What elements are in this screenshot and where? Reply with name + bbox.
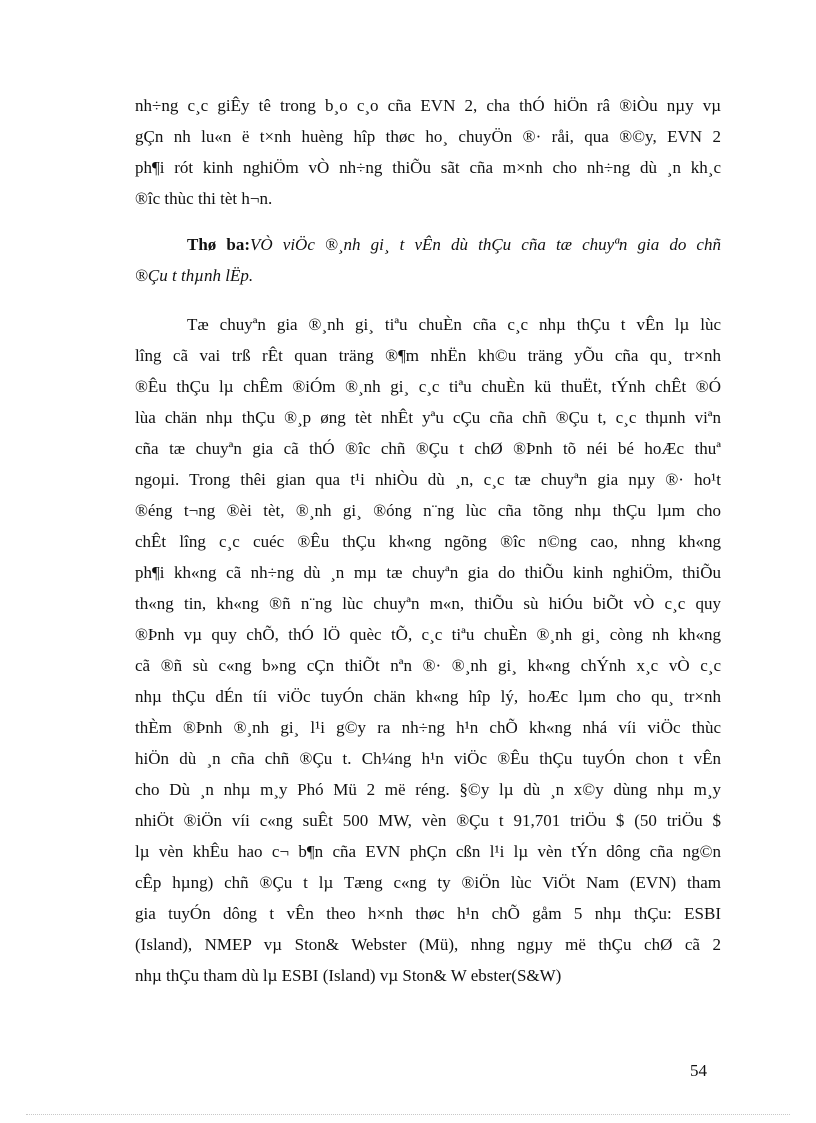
- paragraph-line: cho Dù ¸n nhµ m¸y Phó Mü 2 më réng. §©y lµ dù ¸n x©y dùng nhµ m¸y: [135, 780, 721, 799]
- paragraph-line: Tæ chuyªn gia ®¸nh gi¸ tiªu chuÈn cña c¸c nhµ thÇu t vÊn lµ lùc: [187, 315, 721, 334]
- paragraph-line: cña tæ chuyªn gia cã thÓ ®îc chñ ®Çu t chØ ®Þnh tõ néi bé hoÆc thuª: [135, 439, 721, 458]
- heading-lead: Thø ba:: [187, 235, 251, 254]
- paragraph-line: hiÖn dù ¸n cña chñ ®Çu t. Ch¼ng h¹n viÖc ®Êu thÇu tuyÓn chon t vÊn: [135, 749, 721, 768]
- paragraph-1: [135, 90, 721, 214]
- paragraph-line: ®Þnh vµ quy chÕ, thÓ lÖ quèc tÕ, c¸c tiªu chuÈn ®¸nh gi¸ còng nh kh«ng: [135, 625, 721, 644]
- paragraph-line: ®îc thùc thi tèt h¬n.: [135, 189, 273, 208]
- paragraph-line: ngoµi. Trong thêi gian qua t¹i nhiÒu dù ¸n, c¸c tæ chuyªn gia nµy ®· ho¹t: [135, 470, 721, 489]
- paragraph-line: gia tuyÓn dông t vÊn theo h×nh thøc h¹n chÕ gåm 5 nhµ thÇu: ESBI: [135, 904, 721, 923]
- paragraph-line: nhµ thÇu tham dù lµ ESBI (Island) vµ Ston& W ebster(S&W): [135, 966, 562, 985]
- paragraph-line: gÇn nh lu«n ë t×nh huèng hîp thøc ho¸ chuyÖn ®· råi, qua ®©y, EVN 2: [135, 127, 721, 146]
- paragraph-line: ph¶i kh«ng cã nh÷ng dù ¸n mµ tæ chuyªn gia do thiÕu kinh nghiÖm, thiÕu: [135, 563, 721, 582]
- page-bottom-divider: [26, 1114, 790, 1115]
- paragraph-line: cÊp hµng) chñ ®Çu t lµ Tæng c«ng ty ®iÖn lùc ViÖt Nam (EVN) tham: [135, 873, 721, 892]
- heading-text: VÒ viÖc ®¸nh gi¸ t vÊn dù thÇu cña tæ chuyªn gia do chñ: [250, 235, 721, 254]
- paragraph-line: th«ng tin, kh«ng ®ñ n¨ng lùc chuyªn m«n, thiÕu sù hiÓu biÕt vÒ c¸c quy: [135, 594, 721, 613]
- paragraph-line: lîng cã vai trß rÊt quan träng ®¶m nhËn kh©u träng yÕu cña qu¸ tr×nh: [135, 346, 721, 365]
- section-heading: [135, 229, 721, 291]
- paragraph-line: lùa chän nhµ thÇu ®¸p øng tèt nhÊt yªu cÇu cña chñ ®Çu t, c¸c thµnh viªn: [135, 408, 721, 427]
- heading-line-1: [135, 229, 721, 260]
- paragraph-2: [135, 309, 721, 991]
- paragraph-line: thÈm ®Þnh ®¸nh gi¸ l¹i g©y ra nh÷ng h¹n chÕ kh«ng nhá víi viÖc thùc: [135, 718, 721, 737]
- paragraph-line: nh÷ng c¸c giÊy tê trong b¸o c¸o cña EVN 2, cha thÓ hiÖn râ ®iÒu nµy vµ: [135, 96, 721, 115]
- paragraph-line: ph¶i rót kinh nghiÖm vÒ nh÷ng thiÕu sãt cña m×nh cho nh÷ng dù ¸n kh¸c: [135, 158, 721, 177]
- page-number: 54: [690, 1061, 707, 1080]
- paragraph-line: lµ vèn khÊu hao c¬ b¶n cña EVN phÇn cßn l¹i lµ vèn tÝn dông cña ng©n: [135, 842, 721, 861]
- paragraph-line: (Island), NMEP vµ Ston& Webster (Mü), nhng ngµy më thÇu chØ cã 2: [135, 935, 721, 954]
- paragraph-line: ®éng t¬ng ®èi tèt, ®¸nh gi¸ ®óng n¨ng lùc cña tõng nhµ thÇu lµm cho: [135, 501, 721, 520]
- heading-line-2: ®Çu t thµnh lËp.: [135, 266, 254, 285]
- paragraph-line: nhiÖt ®iÖn víi c«ng suÊt 500 MW, vèn ®Çu t 91,701 triÖu $ (50 triÖu $: [135, 811, 721, 830]
- paragraph-line: cã ®ñ sù c«ng b»ng cÇn thiÕt nªn ®· ®¸nh gi¸ kh«ng chÝnh x¸c vÒ c¸c: [135, 656, 721, 675]
- paragraph-line: ®Êu thÇu lµ chÊm ®iÓm ®¸nh gi¸ c¸c tiªu chuÈn kü thuËt, tÝnh chÊt ®Ó: [135, 377, 721, 396]
- paragraph-line: nhµ thÇu dÉn tíi viÖc tuyÓn chän kh«ng hîp lý, hoÆc lµm cho qu¸ tr×nh: [135, 687, 721, 706]
- paragraph-line: chÊt lîng c¸c cuéc ®Êu thÇu kh«ng ngõng ®îc n©ng cao, nhng kh«ng: [135, 532, 721, 551]
